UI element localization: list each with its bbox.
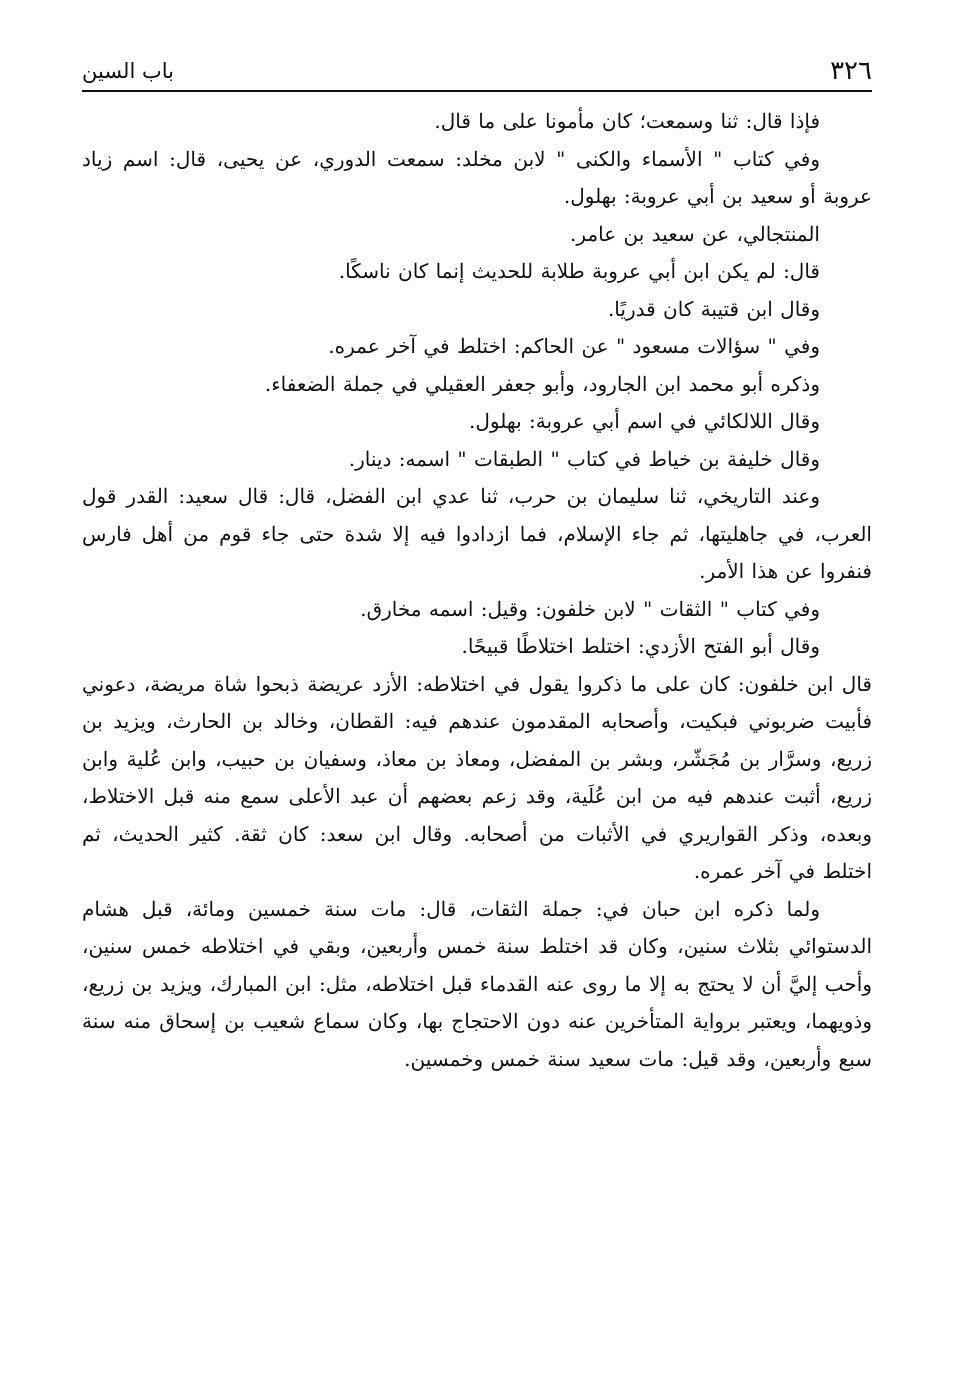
paragraph: المنتجالي، عن سعيد بن عامر. xyxy=(570,221,820,246)
page-header xyxy=(82,52,872,86)
header-rule xyxy=(82,90,872,92)
paragraph: وفي كتاب " الثقات " لابن خلفون: وقيل: اسمه مخارق. xyxy=(360,596,820,621)
paragraph: وفي " سؤالات مسعود " عن الحاكم: اختلط في آخر عمره. xyxy=(328,334,820,358)
paragraph: وذكره أبو محمد ابن الجارود، وأبو جعفر العقيلي في جملة الضعفاء. xyxy=(264,371,820,396)
body-text xyxy=(82,103,872,1078)
paragraph: قال ابن خلفون: كان على ما ذكروا يقول في اختلاطه: الأزد عريضة ذبحوا شاة مريضة، دعوني فأبيت ضربوني فبكيت، وأصحابه المقدمون عندهم فيه: القطان، وخالد بن الحارث، ويزيد بن زريع، وسرَّار بن مُجَشّر، وبشر بن المفضل، ومعاذ بن معاذ، وسفيان بن حبيب، وابن عُلية وابن زريع، أثبت عندهم فيه من ابن عُلَية، وقد زعم بعضهم أن عبد الأعلى سمع منه قبل الاختلاط، وبعده، وذكر القواريري في الأثبات من أصحابه. وقال ابن سعد: كان ثقة. كثير الحديث، ثم اختلط في آخر عمره. xyxy=(82,671,872,883)
paragraph: ولما ذكره ابن حبان في: جملة الثقات، قال: مات سنة خمسين ومائة، قبل هشام الدستوائي بثلاث سنين، وكان قد اختلط سنة خمس وأربعين، وبقي في اختلاطه خمس سنين، وأحب إليَّ أن لا يحتج به إلا ما روى عنه القدماء قبل اختلاطه، مثل: ابن المبارك، ويزيد بن زريع، وذويهما، ويعتبر برواية المتأخرين عنه دون الاحتجاج بها، وكان سماع شعيب بن إسحاق منه سنة سبع وأربعين، وقد قيل: مات سعيد سنة خمس وخمسين. xyxy=(82,896,873,1071)
paragraph: وقال ابن قتيبة كان قدريًا. xyxy=(607,296,820,321)
paragraph: قال: لم يكن ابن أبي عروبة طلابة للحديث إنما كان ناسكًا. xyxy=(338,259,820,283)
paragraph: وقال خليفة بن خياط في كتاب " الطبقات " اسمه: دينار. xyxy=(348,446,820,471)
paragraph: وقال أبو الفتح الأزدي: اختلط اختلاطًا قبيحًا. xyxy=(461,634,820,658)
running-title: باب السين xyxy=(82,59,174,83)
paragraph: وعند التاريخي، ثنا سليمان بن حرب، ثنا عدي ابن الفضل، قال: قال سعيد: القدر قول العرب، في جاهليتها، ثم جاء الإسلام، فما ازدادوا فيه إلا شدة حتى جاء قوم من أهل فارس فنفروا عن هذا الأمر. xyxy=(82,484,872,583)
paragraph: فإذا قال: ثنا وسمعت؛ كان مأمونا على ما قال. xyxy=(434,109,820,133)
page-number: ٣٢٦ xyxy=(830,56,872,86)
paragraph: وقال اللالكائي في اسم أبي عروبة: بهلول. xyxy=(469,409,820,433)
paragraph: وفي كتاب " الأسماء والكنى " لابن مخلد: سمعت الدوري، عن يحيى، قال: اسم زياد عروبة أو سعيد بن أبي عروبة: بهلول. xyxy=(82,146,872,208)
